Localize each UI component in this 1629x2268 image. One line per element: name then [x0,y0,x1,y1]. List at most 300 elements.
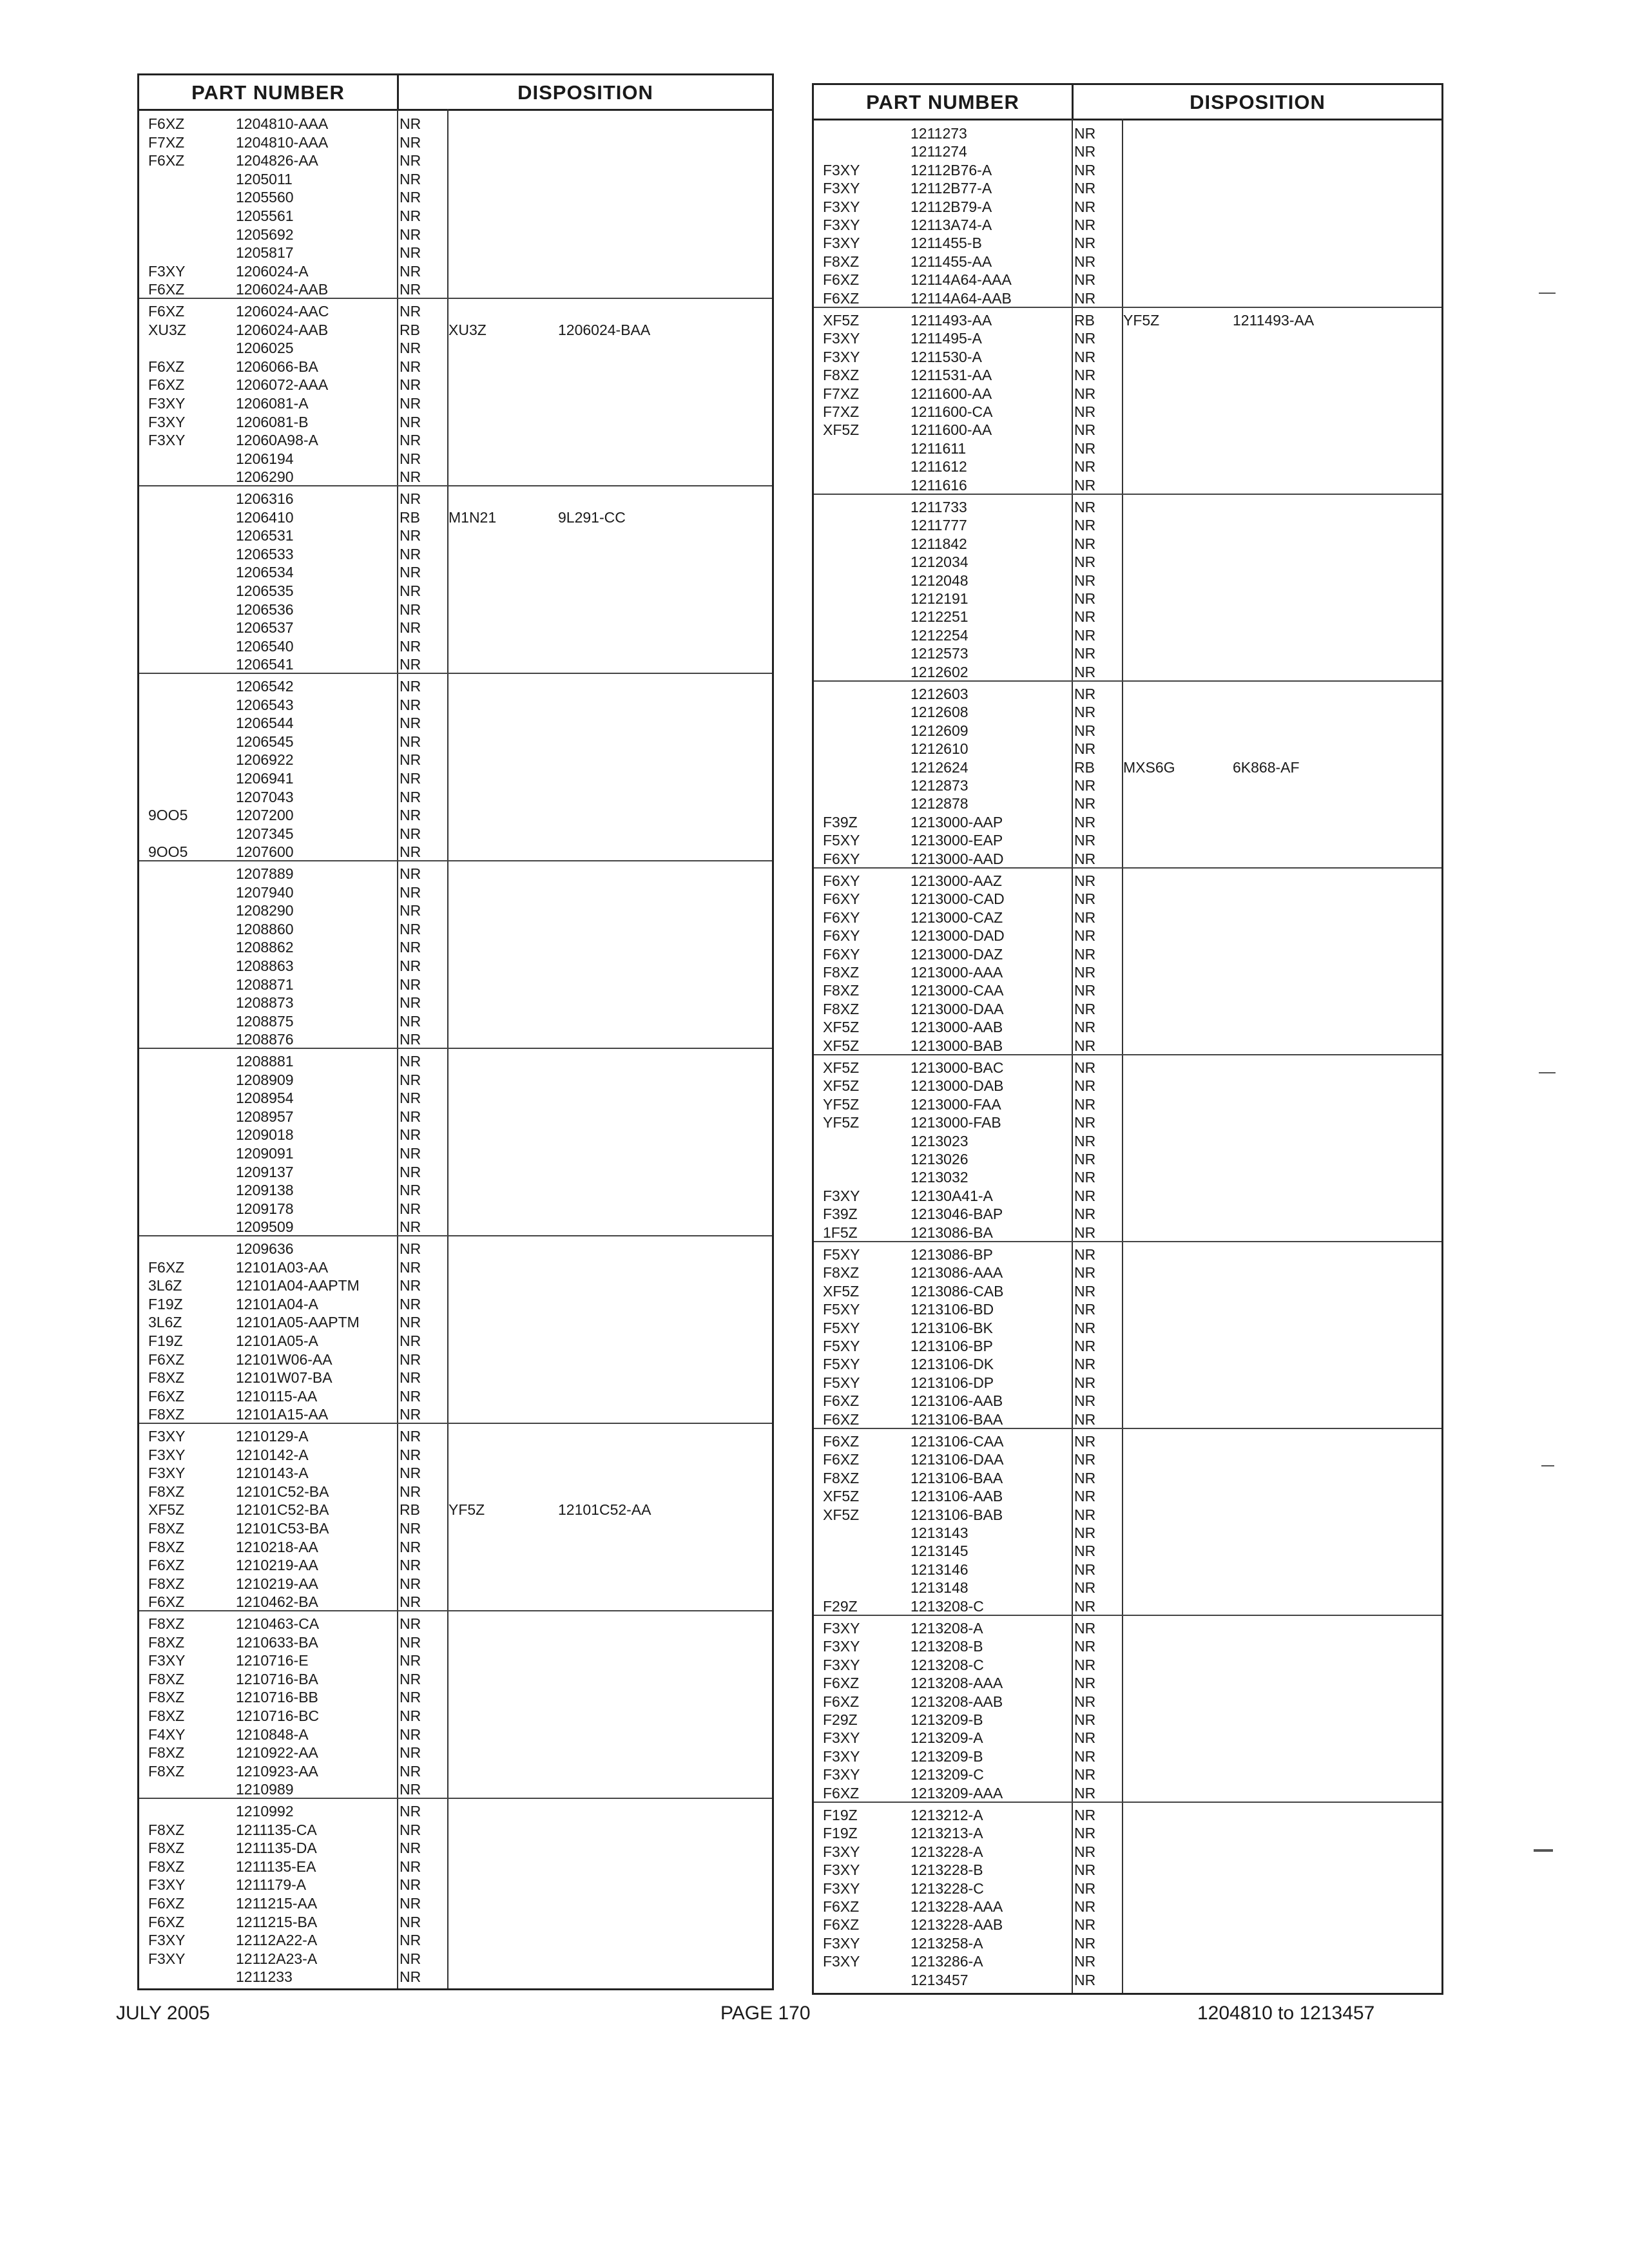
model-prefix: F3XY [148,262,186,280]
disposition-code: NR [1074,1542,1096,1560]
right-parts-table [812,83,1443,1995]
part-number: 1213208-A [911,1620,983,1637]
model-prefix: F6XZ [148,1895,185,1912]
disposition-code: NR [400,152,421,169]
part-number: 1208909 [236,1071,294,1088]
disposition-code: NR [1074,1524,1096,1541]
part-number: 1206081-A [236,395,309,412]
table-row [139,1387,772,1405]
part-number: 1206541 [236,656,294,673]
part-number: 1213148 [911,1579,969,1597]
disposition-code: NR [400,733,421,750]
disposition-code: NR [400,1369,421,1387]
part-number: 1213209-C [911,1766,984,1783]
model-prefix: XF5Z [823,1037,860,1054]
part-number: 12060A98-A [236,432,318,449]
model-prefix: F6XZ [823,1433,860,1450]
table-row [814,439,1441,457]
disposition-code: NR [1074,590,1096,607]
part-number: 12114A64-AAA [911,271,1012,289]
table-row [139,563,772,581]
model-prefix: F8XZ [823,367,860,384]
disposition-code: NR [400,1932,421,1949]
disposition-code: NR [1074,1971,1096,1988]
table-row [139,1240,772,1258]
part-number: 12101A04-A [236,1295,318,1312]
disposition-code: NR [400,376,421,394]
part-number: 1213000-FAA [911,1095,1001,1113]
model-prefix: F5XY [823,1301,860,1318]
table-row [139,151,772,169]
row-group [814,868,1441,1055]
table-row [139,450,772,468]
table-row [139,1876,772,1894]
disposition-code: NR [400,527,421,544]
part-number: 1205011 [236,170,293,187]
part-number: 1205561 [236,207,294,224]
table-row [814,1952,1441,1970]
disposition-code: NR [1074,143,1096,160]
model-prefix: F8XZ [823,1000,860,1017]
table-row [139,1802,772,1820]
disposition-code: NR [400,1145,421,1162]
part-number: 1212609 [911,722,969,739]
disposition-code: NR [1074,1579,1096,1597]
row-group [814,1055,1441,1242]
part-number: 1213000-CAA [911,982,1004,999]
model-prefix: F5XY [823,832,860,849]
part-number: 1206545 [236,733,294,750]
disposition-code: NR [1074,832,1096,849]
part-number: 1208290 [236,902,294,919]
table-row [139,1295,772,1313]
table-row [814,498,1441,516]
part-number: 1210848-A [236,1725,309,1743]
disposition-code: NR [1074,1747,1096,1765]
disposition-code: NR [400,1277,421,1294]
table-row [139,413,772,431]
disposition-code: NR [1074,722,1096,739]
model-prefix: F7XZ [823,385,860,402]
left-parts-table [137,73,774,1990]
row-group [139,861,772,1048]
disposition-code: NR [1074,927,1096,945]
part-number: 1210463-CA [236,1615,320,1632]
part-number: 1210992 [236,1803,294,1820]
table-row [814,1168,1441,1186]
table-row [814,831,1441,849]
model-prefix: F8XZ [148,1707,185,1724]
part-number: 1207889 [236,865,294,882]
model-prefix: 3L6Z [148,1277,182,1294]
model-prefix: F6XZ [148,1258,185,1276]
part-number: 12101A05-A [236,1332,318,1349]
disposition-code: NR [1074,982,1096,999]
part-number: 1213209-B [911,1747,983,1765]
disposition-code: NR [400,1689,421,1706]
table-row [139,1633,772,1651]
disposition-code: NR [1074,1675,1096,1692]
model-prefix: F6XZ [823,1784,860,1802]
table-row [139,1858,772,1876]
part-number: 1211530-A [911,348,982,365]
part-number: 1206531 [236,527,294,544]
table-row [139,170,772,188]
part-number-header: PART NUMBER [191,81,345,104]
table-row [814,685,1441,703]
row-group [814,1615,1441,1802]
table-row [139,1464,772,1482]
part-number: 1211600-CA [911,403,993,420]
disposition-code: NR [1074,458,1096,476]
part-number: 1213146 [911,1561,969,1578]
table-row [139,843,772,861]
table-row [139,1350,772,1369]
part-number: 1213000-DAB [911,1077,1004,1095]
part-number: 1213000-DAZ [911,945,1003,963]
table-row [814,457,1441,476]
part-number: 12112B76-A [911,161,992,178]
model-prefix: F8XZ [148,1483,185,1500]
disposition-code: NR [1074,499,1096,515]
part-number: 1213000-EAP [911,832,1003,849]
disposition-code: NR [400,340,421,357]
model-prefix: F6XZ [823,1675,860,1692]
part-number: 1210923-AA [236,1762,318,1780]
disposition-code: NR [1074,626,1096,644]
table-row [139,1931,772,1949]
table-row [814,1150,1441,1168]
model-prefix: F3XY [823,1187,860,1204]
row-group [814,1802,1441,1989]
table-row [139,601,772,619]
table-row [139,280,772,298]
part-number: 12112B79-A [911,198,992,215]
part-number: 1213000-BAC [911,1059,1004,1076]
part-number: 1208871 [236,975,294,993]
table-row [814,421,1441,439]
model-prefix: F8XZ [148,1689,185,1706]
model-prefix: F8XZ [148,1575,185,1592]
disposition-code: NR [400,1538,421,1555]
part-number: 1206081-B [236,413,309,430]
part-number: 1206066-BA [236,358,318,375]
model-prefix: 3L6Z [148,1314,182,1331]
disposition-code: NR [1074,1114,1096,1131]
disposition-code: NR [400,1295,421,1312]
part-number: 1211612 [911,458,967,476]
disposition-code: NR [400,1593,421,1611]
disposition-code: NR [400,303,421,320]
part-number: 1209636 [236,1240,294,1257]
model-prefix: F6XZ [823,289,860,307]
part-number: 1213208-AAA [911,1675,1003,1692]
part-number: 1205692 [236,226,294,243]
disposition-code: NR [1074,1206,1096,1223]
part-number: 1211531-AA [911,367,992,384]
table-row [139,508,772,526]
disposition-code: NR [1074,253,1096,270]
table-row [139,1593,772,1611]
table-row [139,490,772,508]
table-row [814,590,1441,608]
model-prefix: F3XY [823,1620,860,1637]
part-number: 1210633-BA [236,1633,318,1651]
part-number: 1213000-DAD [911,927,1005,945]
part-number: 1212608 [911,704,969,721]
model-prefix: F8XZ [823,1469,860,1486]
disposition-code: NR [1074,403,1096,420]
table-row [814,1711,1441,1729]
model-prefix: F8XZ [148,1369,185,1387]
disposition-code: NR [1074,1132,1096,1149]
part-number: 1213000-AAB [911,1019,1003,1036]
part-number: 1210716-E [236,1652,309,1669]
table-row [814,1656,1441,1674]
table-row [814,945,1441,963]
table-row [814,216,1441,234]
table-row [814,329,1441,347]
table-row [139,394,772,412]
disposition-code: NR [1074,1620,1096,1637]
disposition-code: NR [1074,1224,1096,1241]
table-row [814,1018,1441,1036]
part-number: 1210716-BB [236,1689,318,1706]
table-row [139,975,772,994]
part-number: 1211611 [911,439,967,457]
part-number: 1213228-AAB [911,1916,1003,1934]
part-number: 1209178 [236,1200,294,1217]
disposition-code: RB [400,1501,420,1519]
part-number: 1208862 [236,939,294,956]
model-prefix: F6XY [823,890,860,908]
table-row [139,321,772,339]
disposition-code: NR [400,619,421,637]
part-number: 1213026 [911,1151,969,1168]
disposition-code: NR [400,1332,421,1349]
table-row [139,1744,772,1762]
row-group [139,1798,772,1986]
footer-part-range: 1204810 to 1213457 [1197,2003,1375,2024]
model-prefix: F6XZ [148,1913,185,1930]
table-row [814,1245,1441,1264]
footer-date: JULY 2005 [116,2003,210,2024]
part-number: 1213106-AAB [911,1488,1003,1505]
model-prefix: F6XY [823,945,860,963]
table-row [814,142,1441,160]
part-number: 1213209-B [911,1711,983,1728]
model-prefix: F3XY [148,1932,186,1949]
disposition-code: NR [1074,1825,1096,1842]
disposition-code: NR [1074,1282,1096,1300]
table-row [139,1556,772,1574]
disposition-code: NR [400,432,421,449]
table-row [814,1824,1441,1842]
disposition-code: NR [400,1781,421,1798]
disposition-code: NR [1074,1301,1096,1318]
table-row [814,385,1441,403]
table-row [814,608,1441,626]
table-row [814,740,1441,758]
table-row [814,1392,1441,1410]
part-number: 1206922 [236,751,294,769]
table-row [814,1579,1441,1597]
part-number: 1213000-AAZ [911,872,1002,889]
part-number: 12130A41-A [911,1187,993,1204]
table-row [814,1319,1441,1337]
disposition-code: NR [1074,1953,1096,1970]
disposition-code: NR [1074,813,1096,831]
table-row [814,776,1441,794]
disposition-code: NR [400,1725,421,1743]
part-number: 1213106-AAB [911,1392,1003,1410]
disposition-code: NR [1074,663,1096,680]
part-number: 1213000-DAA [911,1000,1004,1017]
table-row [814,663,1441,681]
model-prefix: F7XZ [823,403,860,420]
disposition-code: NR [1074,645,1096,662]
margin-mark [1539,293,1556,294]
part-number: 1213106-DK [911,1356,994,1373]
part-number: 1213086-BP [911,1246,993,1263]
part-number: 1212048 [911,572,969,589]
part-number: 1213106-BAB [911,1506,1003,1523]
part-number: 1213000-AAA [911,964,1003,981]
model-prefix: F8XZ [148,1744,185,1762]
disposition-code: NR [1074,1037,1096,1054]
part-number: 1208860 [236,920,294,937]
table-row [814,1637,1441,1655]
table-row [814,289,1441,307]
part-number: 1209091 [236,1145,294,1162]
disposition-code: NR [400,1240,421,1257]
part-number: 12112A22-A [236,1932,318,1949]
table-row [814,981,1441,999]
disposition-code: NR [1074,964,1096,981]
disposition-code: NR [1074,908,1096,926]
disposition-code: NR [400,207,421,224]
table-row [814,553,1441,571]
part-number: 1211733 [911,499,967,515]
model-prefix: F3XY [823,235,860,252]
table-row [139,1012,772,1030]
disposition-code: NR [400,1840,421,1857]
table-row [139,115,772,133]
model-prefix: F6XZ [823,1410,860,1428]
model-prefix: F3XY [148,1876,186,1894]
row-group [814,494,1441,681]
model-prefix: XF5Z [823,421,860,439]
part-number: 1210989 [236,1781,294,1798]
part-number: 1210716-BA [236,1670,318,1687]
part-number: 1213023 [911,1132,969,1149]
part-number: 1207043 [236,788,294,805]
part-number: 1206540 [236,637,294,655]
table-row [814,1561,1441,1579]
disposition-code: NR [400,1108,421,1125]
disposition-code: NR [1074,1711,1096,1728]
part-number: 1205817 [236,244,294,262]
table-row [814,1059,1441,1077]
part-number: 1210219-AA [236,1575,318,1592]
model-prefix: F6XY [823,850,860,867]
model-prefix: XU3Z [148,321,186,338]
part-number: 1209137 [236,1163,294,1180]
table-row [814,1374,1441,1392]
disposition-code: RB [1074,312,1095,329]
table-row [139,1089,772,1107]
disposition-code: NR [1074,777,1096,794]
table-row [814,124,1441,142]
disposition-code: NR [1074,1392,1096,1410]
disposition-code: NR [400,468,421,486]
part-number: 1213106-DP [911,1374,994,1391]
part-number: 1213086-CAB [911,1282,1004,1300]
part-number: 1213145 [911,1542,969,1560]
table-row [814,572,1441,590]
table-row [814,1264,1441,1282]
part-number: 12101A15-AA [236,1406,329,1423]
row-group [814,1242,1441,1428]
model-prefix: F3XY [823,1729,860,1747]
part-number: 12112B77-A [911,180,992,197]
part-number: 1213000-CAZ [911,908,1003,926]
disposition-code: NR [1074,1338,1096,1354]
disposition-code: NR [400,1012,421,1030]
disposition-code: NR [1074,1410,1096,1428]
disposition-code: NR [400,189,421,206]
disposition-code: NR [400,1520,421,1537]
part-number: 1213212-A [911,1807,983,1823]
disposition-code: NR [400,975,421,993]
table-row [139,1108,772,1126]
table-row [139,806,772,824]
row-group [814,307,1441,494]
table-row [139,1707,772,1725]
part-number: 1213208-C [911,1597,984,1615]
part-number: 1206536 [236,601,294,618]
disposition-code: NR [1074,517,1096,534]
part-number: 1212034 [911,553,969,571]
table-row [814,253,1441,271]
part-number: 1212251 [911,608,969,626]
disposition-code: NR [1074,872,1096,889]
row-group [139,673,772,861]
table-row [814,161,1441,179]
model-prefix: YF5Z [823,1114,860,1131]
model-prefix: F3XY [148,1465,186,1482]
part-number: 12101C52-BA [236,1483,329,1500]
replacement-prefix: XU3Z [448,321,487,338]
part-number: 1213000-AAD [911,850,1004,867]
disposition-code: NR [1074,1807,1096,1823]
part-number: 1209509 [236,1218,294,1236]
table-row [139,1446,772,1464]
disposition-code: NR [400,1575,421,1592]
table-row [139,825,772,843]
disposition-code: NR [400,696,421,713]
disposition-code: NR [400,1465,421,1482]
table-row [814,1898,1441,1916]
part-number: 1205560 [236,189,294,206]
part-number: 1213000-BAB [911,1037,1003,1054]
part-number: 1213457 [911,1971,969,1988]
part-number: 1206024-AAB [236,321,329,338]
model-prefix: F3XY [823,330,860,347]
disposition-code: NR [400,637,421,655]
part-number: 1212191 [911,590,969,607]
model-prefix: F6XZ [148,1593,185,1611]
